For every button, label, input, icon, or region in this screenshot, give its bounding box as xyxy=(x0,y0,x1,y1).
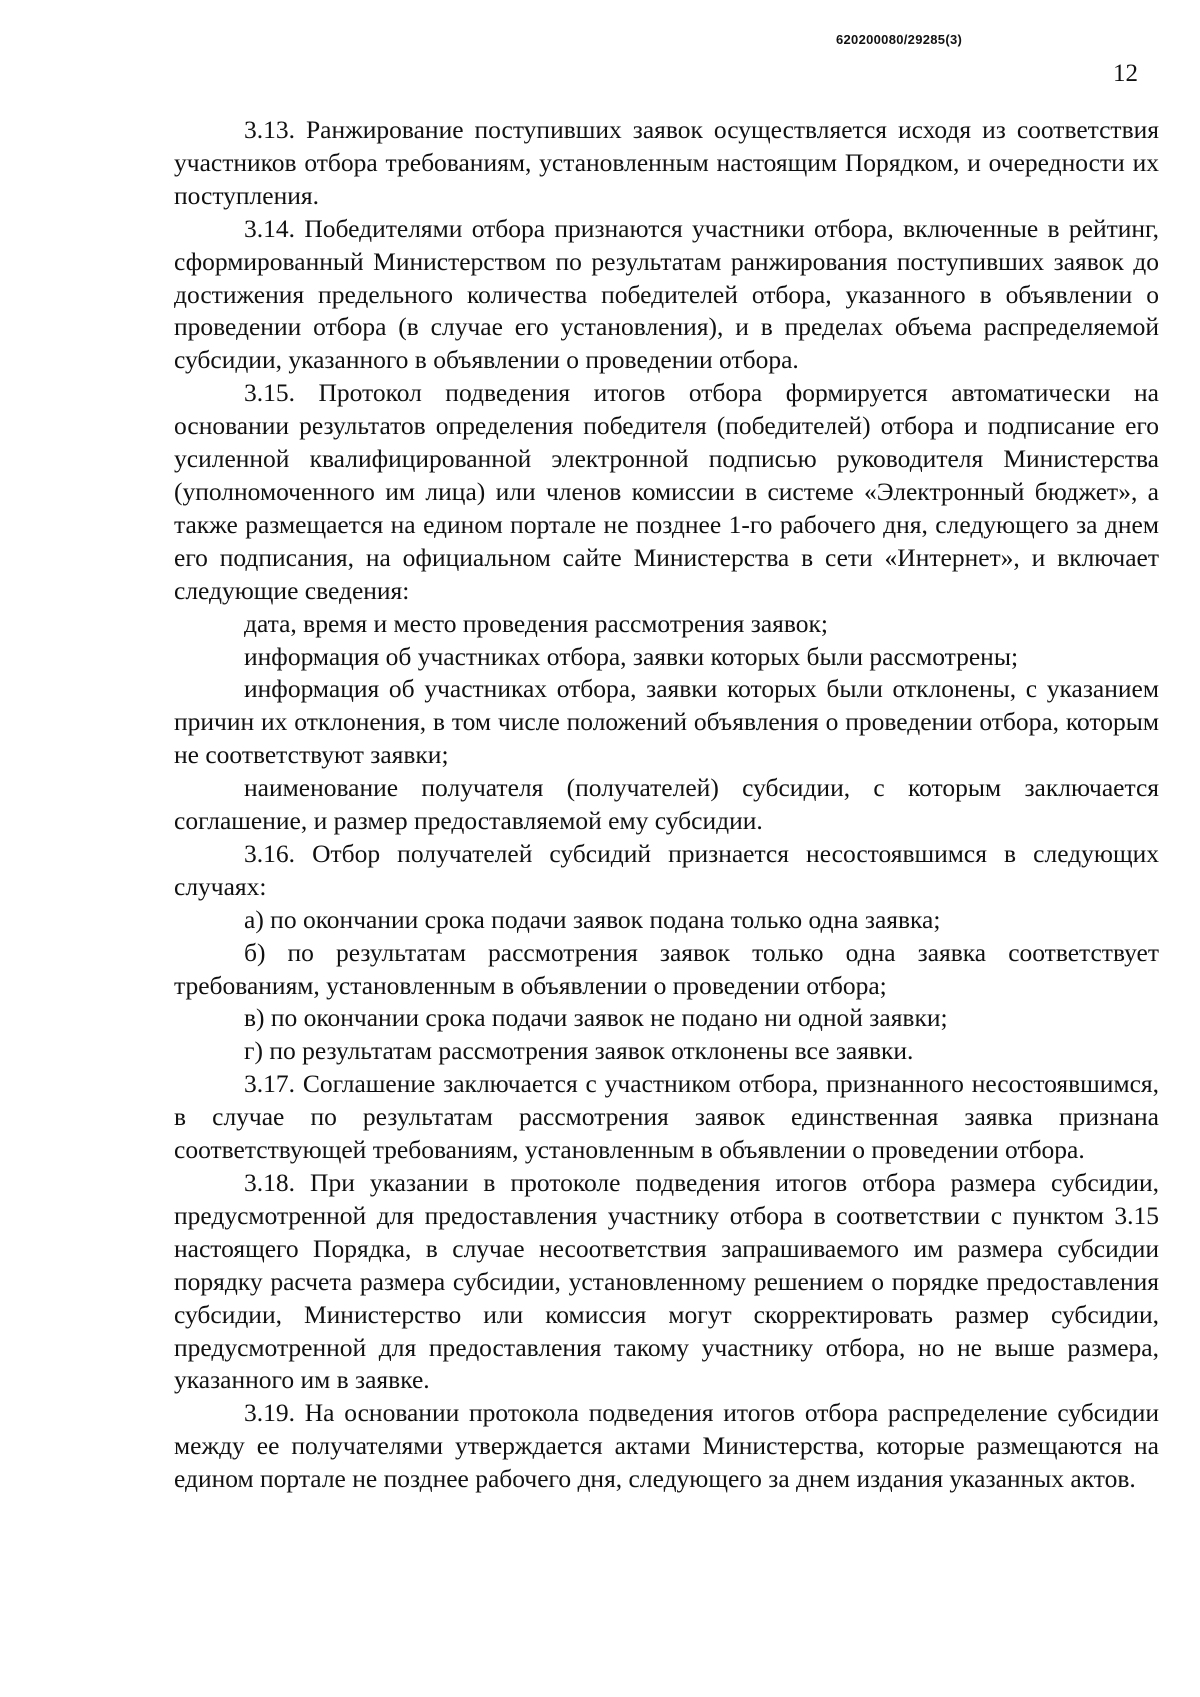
paragraph-3-15-item-3: информация об участниках отбора, заявки которых были отклонены, с указанием причин их отклонения, в том числе положений объявления о проведении отбора, которым не соответствуют заявки; xyxy=(174,674,1159,770)
document-body xyxy=(174,114,1159,1496)
paragraph-3-15: 3.15. Протокол подведения итогов отбора формируется автоматически на основании результатов определения победителя (победителей) отбора и подписание его усиленной квалифицированной электронной подписью руководителя Министерства (уполномоченного им лица) или членов комиссии в системе «Электронный бюджет», а также размещается на едином портале не позднее 1-го рабочего дня, следующего за днем его подписания, на официальном сайте Министерства в сети «Интернет», и включает следующие сведения: xyxy=(174,378,1159,605)
page-number: 12 xyxy=(1113,60,1138,87)
paragraph-3-13: 3.13. Ранжирование поступивших заявок осуществляется исходя из соответствия участников отбора требованиям, установленным настоящим Порядком, и очередности их поступления. xyxy=(174,115,1159,210)
paragraph-3-18: 3.18. При указании в протоколе подведения итогов отбора размера субсидии, предусмотренной для предоставления участнику отбора в соответствии с пунктом 3.15 настоящего Порядка, в случае несоответствия запрашиваемого им размера субсидии порядку расчета размера субсидии, установленному решением о порядке предоставления субсидии, Министерство или комиссия могут скорректировать размер субсидии, предусмотренной для предоставления такому участнику отбора, но не выше размера, указанного им в заявке. xyxy=(174,1168,1159,1395)
paragraph-3-16-item-a: а) по окончании срока подачи заявок подана только одна заявка; xyxy=(244,904,941,934)
paragraph-3-14: 3.14. Победителями отбора признаются участники отбора, включенные в рейтинг, сформированный Министерством по результатам ранжирования поступивших заявок до достижения предельного количества победителей отбора, указанного в объявлении о проведении отбора (в случае его установления), и в пределах объема распределяемой субсидии, указанного в объявлении о проведении отбора. xyxy=(174,213,1159,375)
paragraph-3-16: 3.16. Отбор получателей субсидий признается несостоявшимся в следующих случаях: xyxy=(174,838,1159,901)
paragraph-3-16-item-v: в) по окончании срока подачи заявок не подано ни одной заявки; xyxy=(244,1003,948,1033)
paragraph-3-16-item-b: б) по результатам рассмотрения заявок только одна заявка соответствует требованиям, установленным в объявлении о проведении отбора; xyxy=(174,937,1159,1000)
paragraph-3-15-item-1: дата, время и место проведения рассмотрения заявок; xyxy=(244,608,828,638)
paragraph-3-15-item-4: наименование получателя (получателей) субсидии, с которым заключается соглашение, и размер предоставляемой ему субсидии. xyxy=(174,773,1159,836)
document-id: 620200080/29285(3) xyxy=(836,32,963,47)
paragraph-3-19: 3.19. На основании протокола подведения итогов отбора распределение субсидии между ее получателями утверждается актами Министерства, которые размещаются на едином портале не позднее рабочего дня, следующего за днем издания указанных актов. xyxy=(174,1398,1159,1494)
paragraph-3-17: 3.17. Соглашение заключается с участником отбора, признанного несостоявшимся, в случае по результатам рассмотрения заявок единственная заявка признана соответствующей требованиям, установленным в объявлении о проведении отбора. xyxy=(174,1069,1159,1165)
paragraph-3-16-item-g: г) по результатам рассмотрения заявок отклонены все заявки. xyxy=(244,1036,914,1066)
paragraph-3-15-item-2: информация об участниках отбора, заявки которых были рассмотрены; xyxy=(244,641,1019,671)
